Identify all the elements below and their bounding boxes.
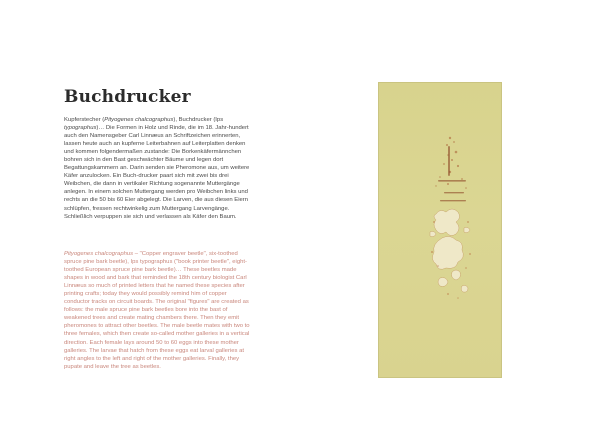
german-text-part-1: Kupferstecher ( [64,117,105,123]
english-description [64,250,252,371]
english-species-1: Pityogenes chalcographus [64,251,134,257]
german-text-part-3: )… Die Formen in Holz und Rinde, die im 18. Jahr-hundert auch den Namensgeber Carl Linnæus an Schriftzeichen erinnerten, lassen heute auch an kupferne Leiterbahnen auf Leiterplatten denken und kommen folgendermaßen zustande: Die Borkenkäfermännchen bohren sich in den Bast geschwächter Bäume und legen dort Begattungskammern an. Darin senden sie Pheromone aus, um weitere Käfer anzulocken. Ein Buch-drucker paart sich mit zwei bis drei Weibchen, die dann in vertikaler Richtung sogenannte Muttergänge anlegen. In einem solchen Muttergang werden pro Weibchen links und rechts an die 50 bis 60 Eier abgelegt. Die Larven, die aus diesen Eiern schlüpfen, fressen rechtwinkelig zum Muttergang Larvengänge. Schließlich verpuppen sie sich und verlassen als Käfer den Baum. [64,125,250,220]
beetle-gallery-pattern [378,82,502,378]
german-species-1: Pityogenes chalcographus [104,117,174,123]
bark-beetle-board-photo [378,82,502,378]
german-species-2: typographus [64,125,97,132]
english-text-part-1: – "Copper engraver beetle", six-toothed spruce pine bark beetle), Ips typographus ("book printer beetle", eight-toothed European spruce pine bark beetle)… These beetles made shapes in wood and bark that reminded the 18th century biologist Carl Linnæus so much of printed letters that he named these species after printing crafts; today they would possibly remind him of copper conductor tracks on circuit boards. The original "figures" are created as follows: the male spruce pine bark beetles bore into the bast of weakened trees and create mating chambers there. Then they emit pheromones to attract other beetles. The male beetle mates with two to three females, which then create so-called mother galleries in a vertical direction. Each female lays around 50 to 60 eggs into these mother galleries. The larvae that hatch from these eggs eat larval galleries at right angles to the left and right of the mother galleries. Finally, they pupate and leave the tree as beetles. [64,251,250,370]
german-description [64,116,252,221]
page-title: Buchdrucker [64,87,191,108]
german-text-part-2: ), Buchdrucker (Ips [173,117,224,123]
